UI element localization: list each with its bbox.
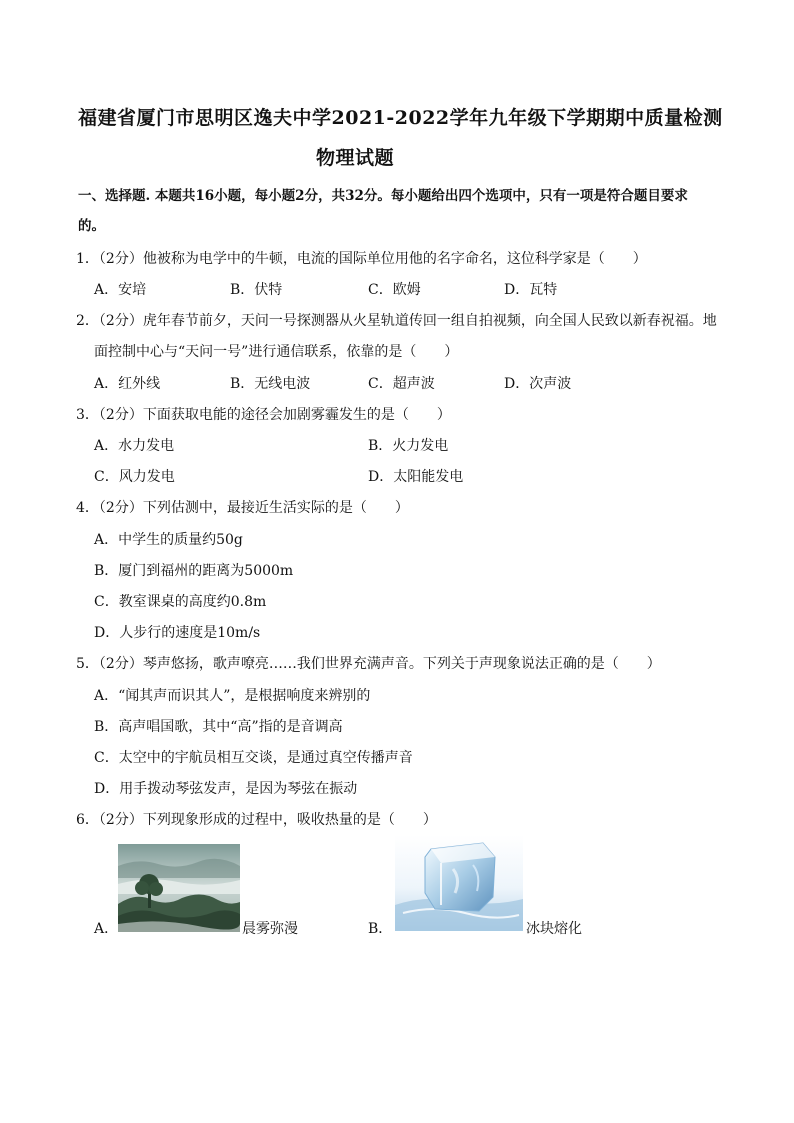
q1-option-b: B．伏特 [230, 282, 283, 298]
q5-option-c: C．太空中的宇航员相互交谈，是通过真空传播声音 [94, 750, 413, 766]
q5-option-a: A．“闻其声而识其人”，是根据响度来辨别的 [94, 688, 371, 704]
question-2-stem-cont: 面控制中心与“天问一号”进行通信联系，依靠的是（ ） [94, 344, 459, 360]
q4-option-c: C．教室课桌的高度约0.8m [94, 594, 267, 610]
question-4-stem: 4．（2分）下列估测中，最接近生活实际的是（ ） [76, 500, 409, 516]
q2-option-b: B．无线电波 [230, 376, 311, 392]
q4-option-b: B．厦门到福州的距离为5000m [94, 563, 294, 579]
question-5-stem: 5．（2分）琴声悠扬，歌声嘹亮……我们世界充满声音。下列关于声现象说法正确的是（ ） [76, 656, 661, 672]
question-1-stem: 1．（2分）他被称为电学中的牛顿，电流的国际单位用他的名字命名，这位科学家是（ ） [76, 251, 647, 267]
q1-option-c: C．欧姆 [368, 282, 421, 298]
fog-forest-image [118, 844, 240, 932]
q4-option-d: D．人步行的速度是10m/s [94, 625, 261, 641]
q2-option-c: C．超声波 [368, 376, 435, 392]
q6-option-b-label: B． [368, 921, 393, 937]
q3-option-c: C．风力发电 [94, 469, 175, 485]
q2-option-a: A．红外线 [94, 376, 161, 392]
q3-option-b: B．火力发电 [368, 438, 449, 454]
q6-option-a-label: A． [94, 921, 119, 937]
section-heading: 一、选择题. 本题共16小题，每小题2分，共32分。每小题给出四个选项中，只有一项是符合题目要求 [78, 188, 688, 204]
title-line-2: 物理试题 [316, 147, 395, 169]
q5-option-d: D．用手拨动琴弦发声，是因为琴弦在振动 [94, 781, 358, 797]
fog-forest-illustration [118, 844, 240, 932]
q5-option-b: B．高声唱国歌，其中“高”指的是音调高 [94, 719, 343, 735]
q1-option-d: D．瓦特 [504, 282, 558, 298]
q2-option-d: D．次声波 [504, 376, 572, 392]
q3-option-a: A．水力发电 [94, 438, 175, 454]
ice-cube-illustration [395, 835, 523, 931]
q4-option-a: A．中学生的质量约50g [94, 532, 243, 548]
title-line-1: 福建省厦门市思明区逸夫中学2021-2022学年九年级下学期期中质量检测 [78, 107, 723, 129]
question-3-stem: 3．（2分）下面获取电能的途径会加剧雾霾发生的是（ ） [76, 407, 451, 423]
q6-option-a-caption: 晨雾弥漫 [242, 921, 298, 937]
question-6-stem: 6．（2分）下列现象形成的过程中，吸收热量的是（ ） [76, 812, 437, 828]
q6-option-b-caption: 冰块熔化 [526, 921, 582, 937]
q3-option-d: D．太阳能发电 [368, 469, 464, 485]
ice-cube-image [395, 835, 523, 931]
q1-option-a: A．安培 [94, 282, 147, 298]
question-2-stem: 2．（2分）虎年春节前夕，天问一号探测器从火星轨道传回一组自拍视频，向全国人民致以新春祝福。地 [76, 313, 717, 329]
section-heading-cont: 的。 [78, 218, 105, 234]
